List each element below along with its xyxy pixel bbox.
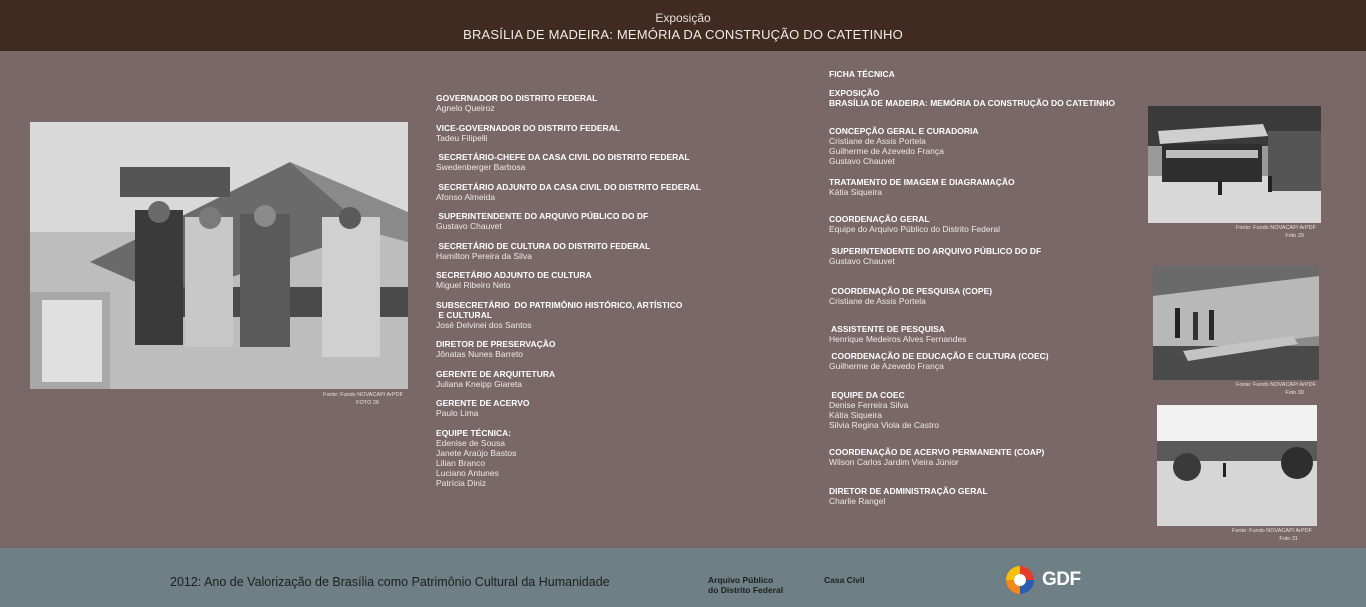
col1-block (436, 398, 756, 418)
col1-block-title: GERENTE DE ACERVO (436, 398, 530, 408)
col2-block-value: Denise Ferreira Silva (829, 400, 909, 410)
col2-block-value: Guilherme de Azevedo França (829, 361, 944, 371)
col2-block-title: ASSISTENTE DE PESQUISA (829, 324, 945, 334)
col1-block-value: Luciano Antunes (436, 467, 499, 478)
col1-block-title: SECRETÁRIO ADJUNTO DA CASA CIVIL DO DISTRITO FEDERAL (436, 181, 701, 192)
col2-block-value: Gustavo Chauvet (829, 156, 895, 166)
photo-29-caption (1215, 224, 1316, 240)
col1-block-value: Jônatas Nunes Barreto (436, 349, 523, 359)
col2-block (829, 390, 1139, 430)
arquivo-publico-line1: Arquivo Público (708, 575, 774, 585)
col1-block-value: Juliana Kneipp Giareta (436, 378, 523, 389)
photo-28-caption (300, 391, 403, 407)
col1-block-value: Lilian Branco (436, 457, 486, 468)
col2-block-title: COORDENAÇÃO GERAL (829, 214, 930, 224)
technical-credits (829, 69, 1139, 506)
col1-block-value: Gustavo Chauvet (436, 221, 502, 231)
col2-block (829, 486, 1139, 506)
col2-block-title: DIRETOR DE ADMINISTRAÇÃO GERAL (829, 486, 988, 496)
photo-29 (1148, 106, 1321, 223)
photo-28-source: Fonte: Fundo NOVACAP/ ArPDF (323, 392, 403, 398)
col2-block-value: Kátia Siqueira (829, 187, 882, 197)
photo-31-image (1157, 405, 1317, 526)
col1-block-value: Hamilton Pereira da Silva (436, 250, 532, 261)
col2-block-value: Silvia Regina Viola de Castro (829, 420, 939, 430)
col1-block-title: DIRETOR DE PRESERVAÇÃO (436, 339, 556, 349)
col1-block (436, 241, 756, 261)
col1-block (436, 428, 756, 488)
arquivo-publico-line2: do Distrito Federal (708, 585, 784, 595)
col1-block (436, 369, 756, 389)
col1-block-value: Tadeu Filipelli (436, 132, 488, 143)
main-panel (0, 51, 1366, 548)
col1-block (436, 152, 756, 172)
photo-30-source: Fonte: Fundo NOVACAP/ ArPDF (1236, 382, 1316, 388)
header-banner (0, 0, 1366, 51)
col1-block-title: GOVERNADOR DO DISTRITO FEDERAL (436, 93, 598, 103)
col2-block-value: Kátia Siqueira (829, 410, 882, 420)
col1-block-value: Afonso Almeida (436, 191, 496, 202)
gdf-logo-text: GDF (1042, 569, 1081, 590)
col1-block-title: SUPERINTENDENTE DO ARQUIVO PÚBLICO DO DF (436, 211, 649, 221)
col1-block-value: Patrícia Diniz (436, 477, 487, 488)
col2-block-title: CONCEPÇÃO GERAL E CURADORIA (829, 126, 979, 136)
col1-block-title: SECRETÁRIO-CHEFE DA CASA CIVIL DO DISTRITO FEDERAL (436, 152, 690, 162)
footer-bar (0, 548, 1366, 607)
col2-block-title: COORDENAÇÃO DE ACERVO PERMANENTE (COAP) (829, 447, 1045, 457)
col2-block (829, 214, 1139, 234)
photo-28-image (30, 122, 408, 389)
photo-28 (30, 122, 408, 389)
col2-block-value: Gustavo Chauvet (829, 256, 895, 266)
col1-block-title: SUBSECRETÁRIO DO PATRIMÔNIO HISTÓRICO, ARTÍSTICO E CULTURAL (436, 299, 683, 320)
col2-block-title: FICHA TÉCNICA (829, 69, 895, 79)
col1-block-value: Janete Araújo Bastos (436, 447, 517, 458)
photo-31 (1157, 405, 1317, 526)
photo-28-number: FOTO 28 (356, 400, 379, 406)
col2-block-value: Wilson Carlos Jardim Vieira Júnior (829, 457, 959, 467)
arquivo-publico-logo (708, 575, 783, 595)
col1-block (436, 211, 756, 231)
photo-29-image (1148, 106, 1321, 223)
gdf-logo-icon (1005, 565, 1035, 595)
col2-block-title: SUPERINTENDENTE DO ARQUIVO PÚBLICO DO DF (829, 246, 1042, 256)
col1-block (436, 123, 756, 143)
photo-31-number: Foto 31 (1279, 536, 1298, 542)
col1-block-title: GERENTE DE ARQUITETURA (436, 368, 556, 379)
col1-block-value: Miguel Ribeiro Neto (436, 280, 511, 290)
col2-block-value: Guilherme de Azevedo França (829, 146, 944, 156)
photo-29-number: Foto 29 (1285, 233, 1304, 239)
col1-block-title: EQUIPE TÉCNICA: (436, 427, 512, 438)
col1-block (436, 93, 756, 113)
photo-30-caption (1215, 381, 1316, 397)
col2-block (829, 447, 1139, 467)
col2-block-value: Equipe do Arquivo Público do Distrito Federal (829, 224, 1001, 234)
col2-block-title: COORDENAÇÃO DE PESQUISA (COPE) (829, 286, 993, 296)
col2-block-title: EXPOSIÇÃO BRASÍLIA DE MADEIRA: MEMÓRIA DA CONSTRUÇÃO DO CATETINHO (829, 88, 1115, 108)
col2-block-value: Henrique Medeiros Alves Fernandes (829, 334, 967, 344)
col1-block-value: José Delvinei dos Santos (436, 319, 532, 330)
col2-block (829, 69, 1139, 79)
col2-block (829, 88, 1139, 108)
col2-block-title: TRATAMENTO DE IMAGEM E DIAGRAMAÇÃO (829, 177, 1015, 187)
photo-29-source: Fonte: Fundo NOVACAP/ ArPDF (1236, 225, 1316, 231)
government-credits (436, 93, 756, 497)
col1-block-value: Edenise de Sousa (436, 437, 505, 448)
photo-30 (1153, 266, 1319, 380)
col1-block-value: Agnelo Queiroz (436, 103, 495, 113)
exhibition-title: BRASÍLIA DE MADEIRA: MEMÓRIA DA CONSTRUÇÃO DO CATETINHO (463, 27, 903, 42)
col1-block (436, 339, 756, 359)
col1-block (436, 270, 756, 290)
col2-block (829, 177, 1139, 197)
col1-block-title: SECRETÁRIO ADJUNTO DE CULTURA (436, 270, 592, 280)
col1-block-title: SECRETÁRIO DE CULTURA DO DISTRITO FEDERAL (436, 240, 651, 251)
col1-block-title: VICE-GOVERNADOR DO DISTRITO FEDERAL (436, 122, 621, 133)
footer-slogan: 2012: Ano de Valorização de Brasília como Patrimônio Cultural da Humanidade (170, 575, 610, 589)
photo-30-number: Foto 30 (1285, 390, 1304, 396)
col2-block (829, 246, 1139, 266)
col2-block-title: COORDENAÇÃO DE EDUCAÇÃO E CULTURA (COEC) (829, 351, 1049, 361)
col2-block (829, 286, 1139, 306)
photo-31-source: Fonte: Fundo NOVACAP/ ArPDF (1232, 528, 1312, 534)
col2-block (829, 126, 1139, 166)
col2-block-value: Charlie Rangel (829, 496, 886, 506)
col2-block (829, 351, 1139, 371)
photo-31-caption (1210, 527, 1312, 543)
photo-30-image (1153, 266, 1319, 380)
exhibition-label: Exposição (655, 11, 711, 25)
col1-block-value: Swedenberger Barbosa (436, 162, 526, 172)
col2-block (829, 324, 1139, 344)
col2-block-value: Cristiane de Assis Portela (829, 136, 926, 146)
casa-civil-logo: Casa Civil (824, 575, 865, 585)
col1-block-value: Paulo Lima (436, 408, 479, 418)
col1-block (436, 300, 756, 330)
col2-block-value: Cristiane de Assis Portela (829, 296, 926, 306)
col1-block (436, 182, 756, 202)
col2-block-title: EQUIPE DA COEC (829, 390, 905, 400)
